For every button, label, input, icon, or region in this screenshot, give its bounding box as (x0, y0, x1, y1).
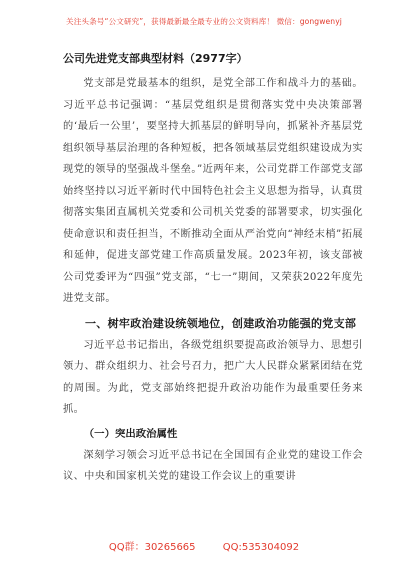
document-title: 公司先进党支部典型材料（2977字） (63, 52, 248, 65)
footer-qq-group: QQ群：30265665 (108, 542, 196, 553)
section-heading-1: 一、树牢政治建设统领地位，创建政治功能强的党支部 (85, 316, 357, 330)
footer-contact (0, 538, 408, 553)
subsection-1-paragraph: 深刻学习领会习近平总书记在全国国有企业党的建设工作会议、中央和国家机关党的建设工作会议上的重要讲 (63, 449, 363, 482)
header-banner: 关注头条号“公文研究”，获得最新最全最专业的公文资料库！ 微信：gongwenyj (66, 17, 342, 26)
footer-qq: QQ:535304092 (222, 542, 300, 553)
subsection-heading-1: （一）突出政治属性 (83, 427, 178, 440)
document-page (63, 50, 363, 488)
intro-paragraph: 党支部是党最基本的组织，是党全部工作和战斗力的基础。习近平总书记强调：“基层党组织是贯彻落实党中央决策部署的‘最后一公里’，要坚持大抓基层的鲜明导向，抓紧补齐基层党组织领导基层治理的各种短板，把各领域基层党组织建设成为实现党的领导的坚强战斗堡垒。”近两年来，公司党群工作部党支部始终坚持以习近平新时代中国特色社会主义思想为指导，认真贯彻落实集团直属机关党委和公司机关党委的部署要求，切实强化使命意识和责任担当，不断推动全面从严治党向“神经末梢”拓展和延伸，促进支部党建工作高质量发展。2023年初，该支部被公司党委评为“四强”党支部，“七一”期间，又荣获2022年度先进党支部。 (63, 78, 363, 304)
section-1-paragraph: 习近平总书记指出，各级党组织要提高政治领导力、思想引领力、群众组织力、社会号召力，把广大人民群众紧紧团结在党的周围。为此，党支部始终把提升政治功能作为最重要任务来抓。 (63, 339, 363, 415)
